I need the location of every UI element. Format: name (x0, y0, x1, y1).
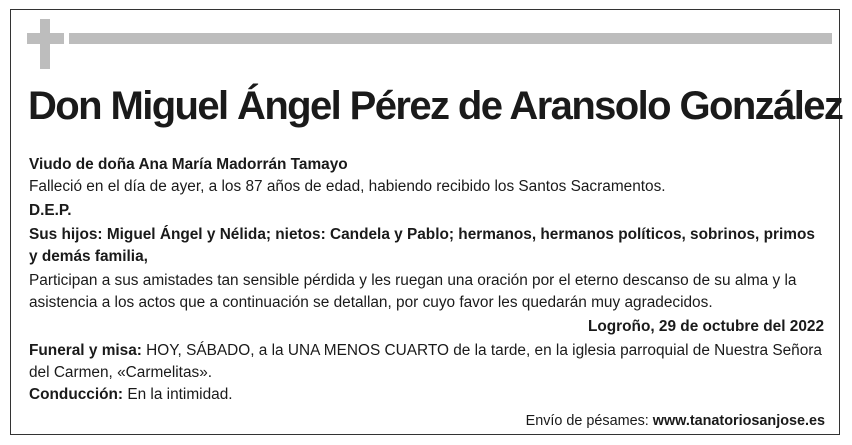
footer-label: Envío de pésames: (525, 413, 653, 429)
cross-icon-bar (27, 33, 64, 44)
announcement-text: Participan a sus amistades tan sensible pérdida y les ruegan una oración por el eterno descanso de su alma y la asistencia a los actos que a continuación se detallan, por cuyo favor les quedarán muy agradecidos. (29, 272, 797, 311)
widower-line: Viudo de doña Ana María Madorrán Tamayo (29, 156, 348, 173)
funeral-label: Funeral y misa: (29, 342, 142, 359)
conduction-text: En la intimidad. (123, 386, 233, 403)
obituary-body (29, 154, 824, 406)
conduction-label: Conducción: (29, 386, 124, 403)
place-date: Logroño, 29 de octubre del 2022 (587, 318, 824, 335)
dep-line: D.E.P. (29, 202, 72, 219)
death-line: Falleció en el día de ayer, a los 87 años de edad, habiendo recibido los Santos Sacramentos. (29, 178, 666, 195)
conduction-line (29, 384, 824, 406)
condolences-link[interactable]: www.tanatoriosanjose.es (652, 413, 825, 429)
funeral-text: HOY, SÁBADO, a la UNA MENOS CUARTO de la tarde, en la iglesia parroquial de Nuestra Señora del Carmen, «Carmelitas». (29, 342, 822, 381)
header-rule (69, 33, 832, 44)
funeral-line (29, 340, 824, 384)
cross-icon (40, 19, 50, 69)
deceased-name: Don Miguel Ángel Pérez de Aransolo González (28, 84, 843, 128)
family-line: Sus hijos: Miguel Ángel y Nélida; nietos: Candela y Pablo; hermanos, hermanos políticos, sobrinos, primos y demás familia, (29, 226, 815, 265)
condolences-footer (526, 411, 825, 431)
